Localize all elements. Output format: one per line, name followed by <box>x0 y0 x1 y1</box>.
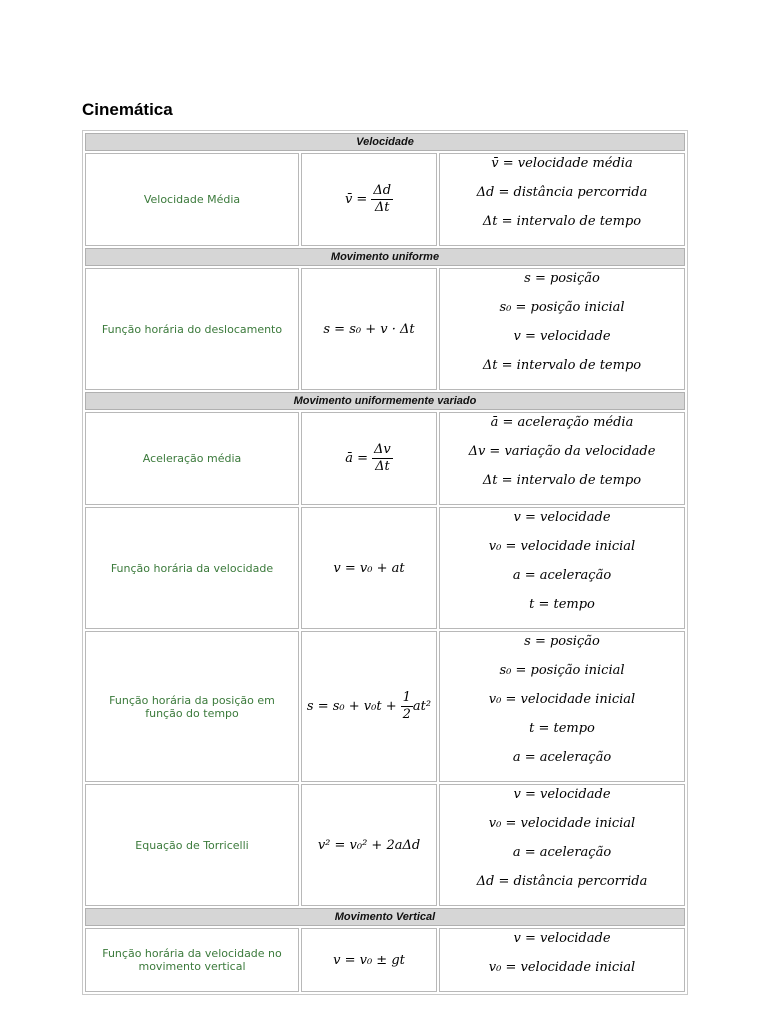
table-row <box>85 412 685 505</box>
variable-list <box>439 153 685 246</box>
variable-definition: s₀ = posição inicial <box>499 300 625 315</box>
formula-cell <box>301 784 437 906</box>
formula-table <box>82 130 688 995</box>
variable-definition: Δt = intervalo de tempo <box>482 214 642 229</box>
variable-definition: t = tempo <box>529 597 595 612</box>
variable-list <box>439 507 685 629</box>
fraction-numerator: 1 <box>402 690 411 705</box>
variable-definition: v = velocidade <box>513 787 611 802</box>
fraction-denominator: Δt <box>375 459 390 474</box>
formula-name: Função horária da velocidade <box>85 507 299 629</box>
formula-cell <box>301 153 437 246</box>
variable-list <box>439 784 685 906</box>
section-header: Velocidade <box>85 133 685 151</box>
formula-name: Função horária da velocidade no movimento vertical <box>85 928 299 992</box>
formula-cell <box>301 268 437 390</box>
variable-definition: Δt = intervalo de tempo <box>482 473 642 488</box>
variable-definition: Δd = distância percorrida <box>476 185 648 200</box>
variable-definition: v = velocidade <box>513 510 611 525</box>
variable-definition: s = posição <box>524 634 600 649</box>
variable-definition: v = velocidade <box>513 931 611 946</box>
fraction-denominator: 2 <box>402 707 411 722</box>
table-row <box>85 153 685 246</box>
table-row <box>85 928 685 992</box>
variable-list <box>439 928 685 992</box>
table-row <box>85 631 685 782</box>
variable-definition: s = posição <box>524 271 600 286</box>
page-title: Cinemática <box>82 100 173 119</box>
variable-definition: v̄ = velocidade média <box>491 156 633 171</box>
variable-definition: Δv = variação da velocidade <box>468 444 656 459</box>
table-row <box>85 268 685 390</box>
formula-cell <box>301 631 437 782</box>
formula-lhs: v̄ = <box>344 192 368 207</box>
variable-definition: a = aceleração <box>512 750 612 765</box>
variable-definition: a = aceleração <box>512 568 612 583</box>
variable-definition: s₀ = posição inicial <box>499 663 625 678</box>
formula-rhs: at² <box>412 699 432 714</box>
variable-definition: t = tempo <box>529 721 595 736</box>
formula-text: s = s₀ + v · Δt <box>323 321 415 337</box>
table-row <box>85 784 685 906</box>
variable-definition: v = velocidade <box>513 329 611 344</box>
variable-definition: v₀ = velocidade inicial <box>488 960 636 975</box>
section-header: Movimento uniformemente variado <box>85 392 685 410</box>
formula-lhs: s = s₀ + v₀t + <box>306 699 397 714</box>
formula-lhs: ā = <box>345 451 369 466</box>
variable-definition: v₀ = velocidade inicial <box>488 692 636 707</box>
formula-text: v = v₀ ± gt <box>333 952 405 968</box>
variable-list <box>439 631 685 782</box>
variable-list <box>439 268 685 390</box>
formula-cell <box>301 928 437 992</box>
formula-text: v = v₀ + at <box>333 560 405 576</box>
fraction <box>371 183 393 216</box>
formula-name: Função horária da posição em função do tempo <box>85 631 299 782</box>
formula-name: Função horária do deslocamento <box>85 268 299 390</box>
fraction-numerator: Δv <box>374 442 391 457</box>
table-row <box>85 507 685 629</box>
formula-name: Aceleração média <box>85 412 299 505</box>
fraction <box>372 442 393 475</box>
fraction-numerator: Δd <box>373 183 392 198</box>
formula-text: v² = v₀² + 2aΔd <box>317 837 421 853</box>
variable-definition: v₀ = velocidade inicial <box>488 539 636 554</box>
formula-name: Velocidade Média <box>85 153 299 246</box>
variable-definition: a = aceleração <box>512 845 612 860</box>
variable-definition: v₀ = velocidade inicial <box>488 816 636 831</box>
variable-definition: Δd = distância percorrida <box>476 874 648 889</box>
section-header: Movimento uniforme <box>85 248 685 266</box>
variable-definition: ā = aceleração média <box>490 415 634 430</box>
variable-definition: Δt = intervalo de tempo <box>482 358 642 373</box>
section-header: Movimento Vertical <box>85 908 685 926</box>
fraction-denominator: Δt <box>374 200 390 215</box>
formula-name: Equação de Torricelli <box>85 784 299 906</box>
variable-list <box>439 412 685 505</box>
formula-cell <box>301 507 437 629</box>
fraction <box>401 690 413 723</box>
formula-cell <box>301 412 437 505</box>
